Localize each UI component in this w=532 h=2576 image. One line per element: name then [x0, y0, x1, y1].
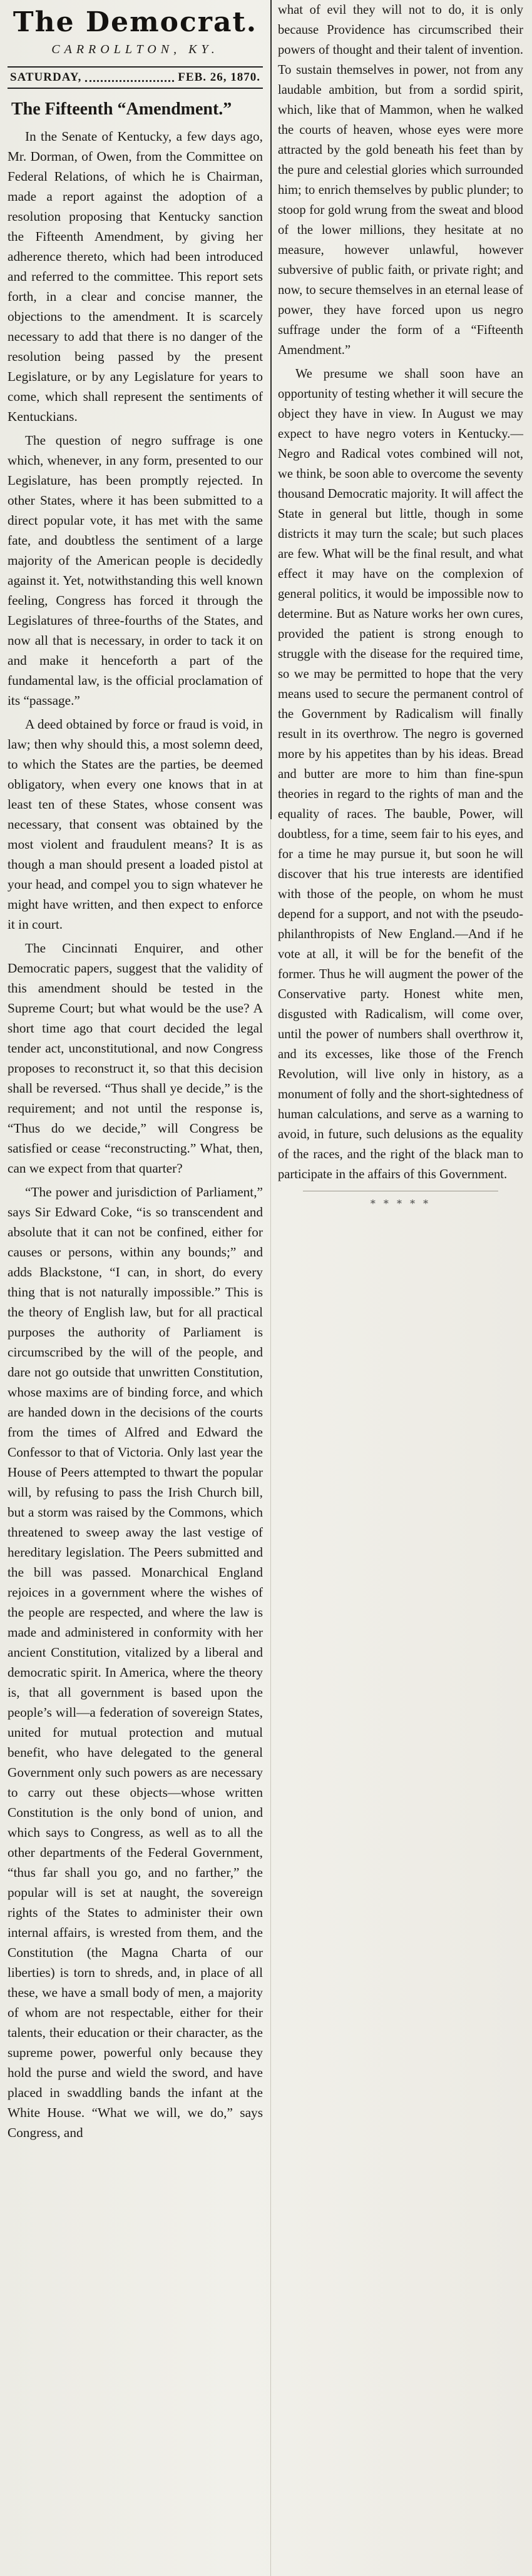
article-paragraph: The Cincinnati Enquirer, and other Democratic papers, suggest that the validity of this amendment should be tested in the Supreme Court; but what would be the use? A short time ago that court decided the legal tender act, unconstitutional, and now Congress proposes to reconstruct it, so that this decision shall be reversed. “Thus shall ye decide,” is the requirement; and not until the response is, “Thus do we decide,” will Congress be satisfied or cease “reconstructing.” What, then, can we expect from that quarter? [8, 941, 263, 1176]
article-paragraph: We presume we shall soon have an opportunity of testing whether it will secure the object they have in view. In August we may expect to have negro voters in Kentucky.—Negro and Radical votes combined will not, we think, be soon able to overcome the seventy thousand Democratic majority. It will affect the State in general but little, though in some districts it may turn the scale; but such places are few. What will be the final result, and what effect it may have on the complexion of general politics, it would be impossible now to determine. But as Nature works her own cures, provided the patient is strong enough to struggle with the disease for the required time, so we may be permitted to hope that the very means used to secure the permanent control of the Government by Radicalism will finally result in its overthrow. The negro is governed more by his appetites than by his ideas. Bread and butter are more to him than fine-spun theories in regard to the rights of man and the equality of races. The bauble, Power, will doubtless, for a time, seem fair to his eyes, and for a time he may pursue it, but soon he will discover that his true interests are identified with those of the people, on whom he must depend for a support, and not with the pseudo-philanthropists of New England.—And if he vote at all, it will be for the benefit of the former. Thus he will augment the power of the Conservative party. Honest white men, disgusted with Radicalism, will come over, until the power of numbers shall overthrow it, and its excesses, like those of the French Revolution, will live only in history, as a monument of folly and the short-sightedness of human calculations, and serve as a warning to avoid, in future, such delusions as the equality of the races, and the right of the black man to participate in the affairs of this Government. [278, 367, 523, 1181]
dateline [8, 66, 263, 89]
place-of-publication: CARROLLTON, KY. [51, 43, 219, 56]
article-paragraph: The question of negro suffrage is one which, whenever, in any form, presented to our Legislature, has been promptly rejected. In other States, where it has been submitted to a direct popular vote, it has met with the same fate, and doubtless the sentiment of a large majority of the American people is decidedly against it. Yet, notwithstanding this well known feeling, Congress has forced it through the Legislatures of three-fourths of the States, and now all that is necessary, in order to tack it on and make it henceforth a part of the fundamental law, is the official proclamation of its “passage.” [8, 433, 263, 708]
issue-date: FEB. 26, 1870. [178, 71, 260, 84]
right-column [278, 0, 523, 1210]
newspaper-title: The Democrat. [13, 6, 258, 38]
issue-day: SATURDAY, [10, 71, 82, 84]
article-paragraph: what of evil they will not to do, it is only because Providence has circumscribed their powers of thought and their talent of invention. To sustain themselves in power, not from any laudable ambition, but from a sordid spirit, which, like that of Mammon, when he walked the courts of heaven, whose eyes were more attracted by the gold beneath his feet than by the pure and celestial glories which surrounded him; to enrich themselves by public plunder; to stoop for gold wrung from the sweat and blood of the lower millions, they hesitate at no measure, however unlawful, however subversive of public faith, or private right; and now, to secure themselves in an eternal lease of power, they have forced upon us negro suffrage under the form of a “Fifteenth Amendment.” [278, 3, 523, 357]
article-paragraph: In the Senate of Kentucky, a few days ago, Mr. Dorman, of Owen, from the Committee on Federal Relations, of which he is Chairman, made a report against the adoption of a resolution proposing that Kentucky sanction the Fifteenth Amendment, by giving her adherence thereto, which had been introduced and referred to the committee. This report sets forth, in a clear and concise manner, the objections to the amendment. It is scarcely necessary to add that there is no danger of the resolution being passed by the present Legislature, or by any Legislature for years to come, which shall represent the sentiments of Kentuckians. [8, 129, 263, 424]
column-divider [270, 0, 272, 819]
left-article-body [8, 126, 263, 2143]
left-column [8, 0, 263, 2146]
article-paragraph: A deed obtained by force or fraud is void, in law; then why should this, a most solemn deed, to which the States are the parties, be deemed obligatory, when every one knows that in at least ten of these States, whose consent was necessary, that consent was obtained by the most violent and fraudulent means? It is as though a man should present a loaded pistol at your head, and compel you to sign whatever he might have written, and then expect to enforce it in court. [8, 717, 263, 932]
article-paragraph: “The power and jurisdiction of Parliament,” says Sir Edward Coke, “is so transcendent and absolute that it can not be confined, either for causes or persons, within any bounds;” and adds Blackstone, “I can, in short, do every thing that is not naturally impossible.” This is the theory of English law, but for all practical purposes the authority of Parliament is circumscribed by the will of the people, and dare not go outside that unwritten Constitution, whose maxims are of binding force, and which are handed down in the decisions of the courts from the times of Alfred and Edward the Confessor to that of Victoria. Only last year the House of Peers attempted to thwart the popular will, by refusing to pass the Irish Church bill, but a storm was raised by the Commons, which threatened to sweep away the last vestige of hereditary legislation. The Peers submitted and the bill was passed. Monarchical England rejoices in a government where the wishes of the people are respected, and where the law is made and administered in conformity with her ancient Constitution, vitalized by a liberal and democratic spirit. In America, where the theory is, that all government is based upon the people’s will—a federation of sovereign States, united for mutual protection and mutual benefit, who have delegated to the general Government only such powers as are necessary to carry out these objects—whose written Constitution is the only bond of union, and which says to Congress, as well as to all the other departments of the Federal Government, “thus far shall you go, and no farther,” the popular will is set at naught, the sovereign rights of the States to administer their own internal affairs, is wrested from them, and the Constitution (the Magna Charta of our liberties) is torn to shreds, and, in place of all these, we have a small body of men, a majority of whom are not respectable, either for their talents, their education or their character, as the supreme power, powerful only because they hold the purse and wield the sword, and have placed in swaddling bands the infant at the White House. “What we will, we do,” says Congress, and [8, 1184, 263, 2140]
dateline-leader-dots [85, 74, 174, 82]
masthead [8, 0, 263, 89]
section-end-mark: * * * * * [370, 1198, 431, 1210]
right-article-body [278, 0, 523, 1184]
article-headline: The Fifteenth “Amendment.” [11, 99, 232, 119]
column-divider-faint [270, 819, 271, 2576]
